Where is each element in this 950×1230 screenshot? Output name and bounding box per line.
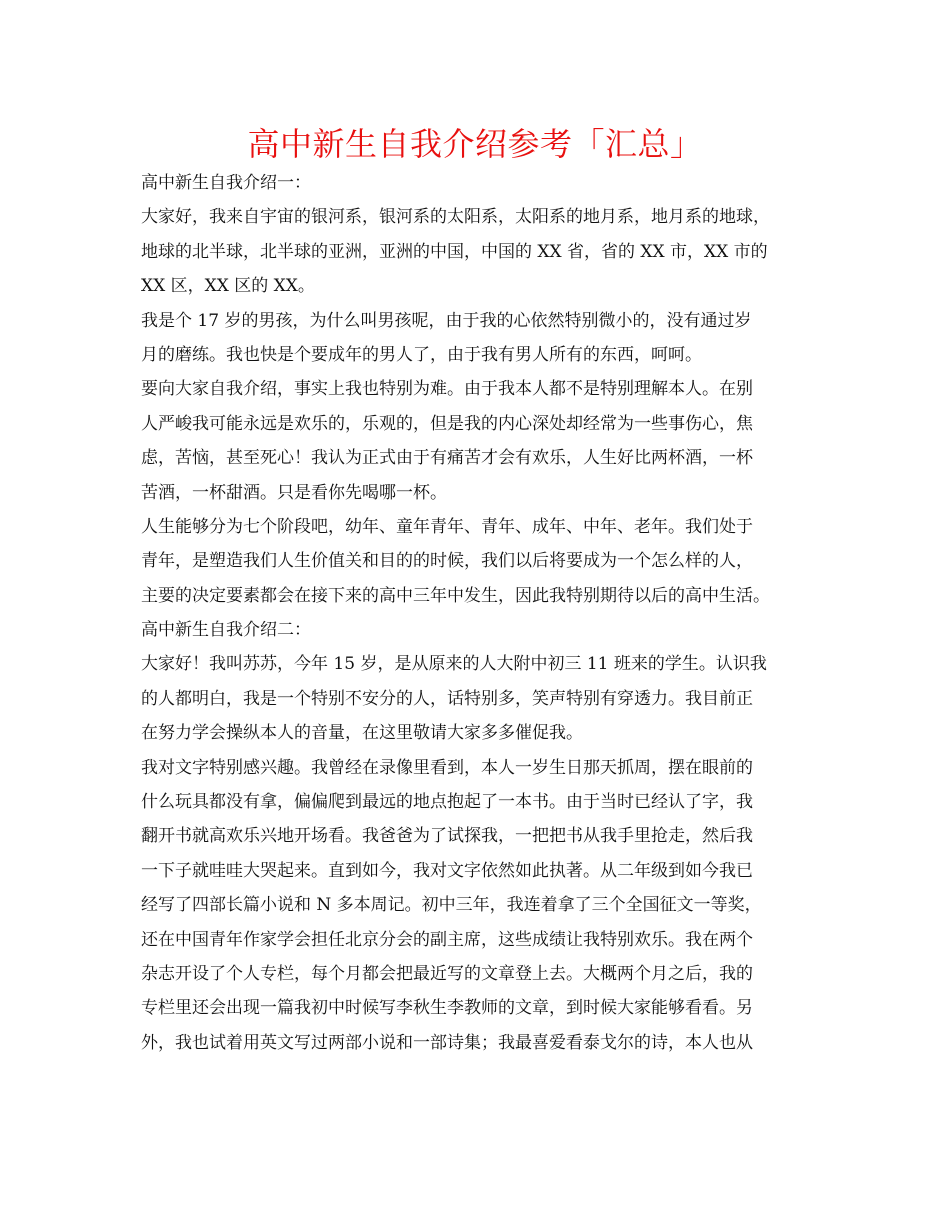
text-line: 青年，是塑造我们人生价值关和目的的时候，我们以后将要成为一个怎么样的人， [141,551,753,572]
text-line: 杂志开设了个人专栏，每个月都会把最近写的文章登上去。大概两个月之后，我的 [141,963,753,984]
text-line: 要向大家自我介绍，事实上我也特别为难。由于我本人都不是特别理解本人。在别 [141,379,753,400]
text-line: 一下子就哇哇大哭起来。直到如今，我对文字依然如此执著。从二年级到如今我已 [141,860,753,881]
text-line: 什么玩具都没有拿，偏偏爬到最远的地点抱起了一本书。由于当时已经认了字，我 [141,792,753,813]
text-line: 我对文字特别感兴趣。我曾经在录像里看到，本人一岁生日那天抓周，摆在眼前的 [141,757,753,778]
text-line: 的人都明白，我是一个特别不安分的人，话特别多，笑声特别有穿透力。我目前正 [141,688,753,709]
text-line: 月的磨练。我也快是个要成年的男人了，由于我有男人所有的东西，呵呵。 [141,344,702,365]
text-line: 经写了四部长篇小说和 N 多本周记。初中三年，我连着拿了三个全国征文一等奖， [141,895,762,916]
text-line: 大家好！我叫苏苏，今年 15 岁，是从原来的人大附中初三 11 班来的学生。认识我 [141,654,767,675]
text-line: 还在中国青年作家学会担任北京分会的副主席，这些成绩让我特别欢乐。我在两个 [141,929,753,950]
text-line: 高中新生自我介绍一： [141,173,311,193]
text-line: 主要的决定要素都会在接下来的高中三年中发生，因此我特别期待以后的高中生活。 [141,585,770,606]
text-line: 我是个 17 岁的男孩，为什么叫男孩呢，由于我的心依然特别微小的，没有通过岁 [141,310,752,331]
text-line: 苦酒，一杯甜酒。只是看你先喝哪一杯。 [141,482,447,503]
text-line: 专栏里还会出现一篇我初中时候写李秋生李教师的文章，到时候大家能够看看。另 [141,998,753,1019]
text-line: 人生能够分为七个阶段吧，幼年、童年青年、青年、成年、中年、老年。我们处于 [141,516,753,537]
text-line: 外，我也试着用英文写过两部小说和一部诗集；我最喜爱看泰戈尔的诗，本人也从 [141,1032,753,1053]
text-line: 翻开书就高欢乐兴地开场看。我爸爸为了试探我，一把把书从我手里抢走，然后我 [141,826,753,847]
document-body [141,166,816,1060]
text-line: 人严峻我可能永远是欢乐的，乐观的，但是我的内心深处却经常为一些事伤心，焦 [141,413,753,434]
document-title: 高中新生自我介绍参考「汇总」 [247,125,703,163]
text-line: 地球的北半球，北半球的亚洲，亚洲的中国，中国的 XX 省，省的 XX 市，XX 市的 [141,241,768,262]
text-line: 虑，苦恼，甚至死心！我认为正式由于有痛苦才会有欢乐，人生好比两杯酒，一杯 [141,448,753,469]
text-line: 高中新生自我介绍二： [141,620,311,641]
text-line: 大家好，我来自宇宙的银河系，银河系的太阳系，太阳系的地月系，地月系的地球， [141,207,770,228]
text-line: 在努力学会操纵本人的音量，在这里敬请大家多多催促我。 [141,723,583,744]
text-line: XX 区，XX 区的 XX。 [141,276,315,297]
